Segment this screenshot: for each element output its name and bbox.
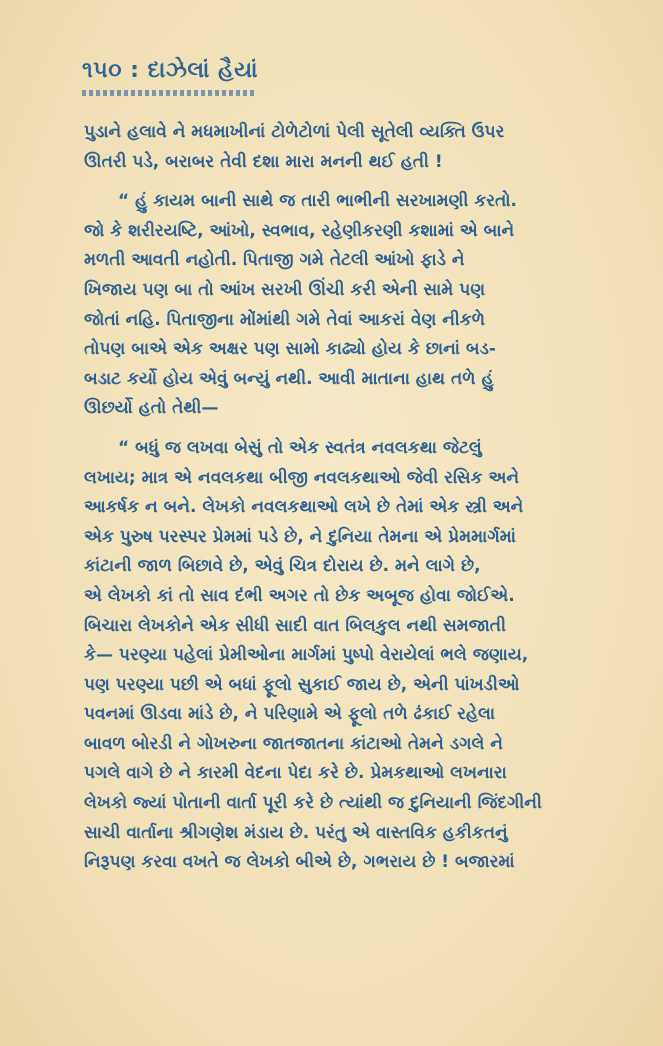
text-line: પણ પરણ્યા પછી એ બધાં ફૂલો સુકાઈ જાય છે, એની પાંખડીઓ: [84, 674, 520, 695]
text-line: તોપણ બાએ એક અક્ષર પણ સામો કાઢ્યો હોય કે છાનાં બડ-: [84, 339, 496, 360]
text-line: “ હું કાયમ બાની સાથે જ તારી ભાભીની સરખામણી કરતો.: [118, 191, 518, 212]
text-line: મળતી આવતી નહોતી. પિતાજી ગમે તેટલી આંખો ફાડે ને: [84, 250, 465, 271]
text-line: પુડાને હલાવે ને મધમાખીનાં ટોળેટોળાં પેલી સૂતેલી વ્યક્તિ ઉપર: [84, 122, 505, 142]
text-line: એ લેખકો કાં તો સાવ દંભી અગર તો છેક અબૂજ હોવા જોઈએ.: [84, 585, 515, 606]
running-header: [82, 58, 258, 83]
book-title: દાઝેલાં હૈયાં: [147, 58, 259, 83]
paragraph-1: [84, 118, 592, 177]
text-line: જોતાં નહિ. પિતાજીના મોંમાંથી ગમે તેવાં આકરાં વેણ નીકળે: [84, 309, 486, 330]
header-wavy-rule: [82, 90, 254, 96]
text-line: સાચી વાર્તાના શ્રીગણેશ મંડાય છે. પરંતુ એ વાસ્તવિક હકીકતનું: [84, 822, 508, 843]
text-line: બડાટ કર્યો હોય એવું બન્યું નથી. આવી માતાના હાથ તળે હું: [84, 368, 494, 389]
body-text: [84, 118, 592, 878]
text-line: કે— પરણ્યા પહેલાં પ્રેમીઓના માર્ગમાં પુષ્પો વેરાયેલાં ભલે જણાય,: [84, 645, 529, 666]
text-line: જો કે શરીરયષ્ટિ, આંખો, સ્વભાવ, રહેણીકરણી કશામાં એ બાને: [84, 220, 515, 241]
text-line: બાવળ બોરડી ને ગોખરુના જાતજાતના કાંટાઓ તેમને ડગલે ને: [84, 733, 503, 754]
text-line: “ બધું જ લખવા બેસું તો એક સ્વતંત્ર નવલકથા જેટલું: [118, 437, 482, 458]
text-line: નિરૂપણ કરવા વખતે જ લેખકો બીએ છે, ગભરાય છે ! બજારમાં: [84, 852, 515, 873]
text-line: લખાય; માત્ર એ નવલકથા બીજી નવલકથાઓ જેવી રસિક અને: [84, 467, 520, 488]
page-number: ૧૫૦: [82, 58, 122, 83]
text-line: ઊછર્યો હતો તેથી—: [84, 398, 219, 419]
text-line: ઊતરી પડે, બરાબર તેવી દશા મારા મનની થઈ હતી !: [84, 151, 443, 172]
text-line: ખિજાય પણ બા તો આંખ સરખી ઊંચી કરી એની સામે પણ: [84, 279, 486, 300]
header-separator: :: [130, 58, 140, 83]
text-line: લેખકો જ્યાં પોતાની વાર્તા પૂરી કરે છે ત્યાંથી જ દુનિયાની જિંદગીની: [84, 793, 542, 814]
paragraph-2: [84, 187, 592, 424]
text-line: પવનમાં ઊડવા માંડે છે, ને પરિણામે એ ફૂલો તળે ઢંકાઈ રહેલા: [84, 704, 496, 725]
text-line: કાંટાની જાળ બિછાવે છે, એવું ચિત્ર દોરાય છે. મને લાગે છે,: [84, 556, 481, 577]
text-line: પગલે વાગે છે ને કારમી વેદના પેદા કરે છે. પ્રેમકથાઓ લખનારા: [84, 763, 507, 784]
text-line: બિચારા લેખકોને એક સીધી સાદી વાત બિલકુલ નથી સમજાતી: [84, 615, 506, 636]
text-line: આકર્ષક ન બને. લેખકો નવલકથાઓ લખે છે તેમાં એક સ્ત્રી અને: [84, 497, 524, 518]
paragraph-3: [84, 434, 592, 878]
text-line: એક પુરુષ પરસ્પર પ્રેમમાં પડે છે, ને દુનિયા તેમના એ પ્રેમમાર્ગમાં: [84, 526, 516, 547]
